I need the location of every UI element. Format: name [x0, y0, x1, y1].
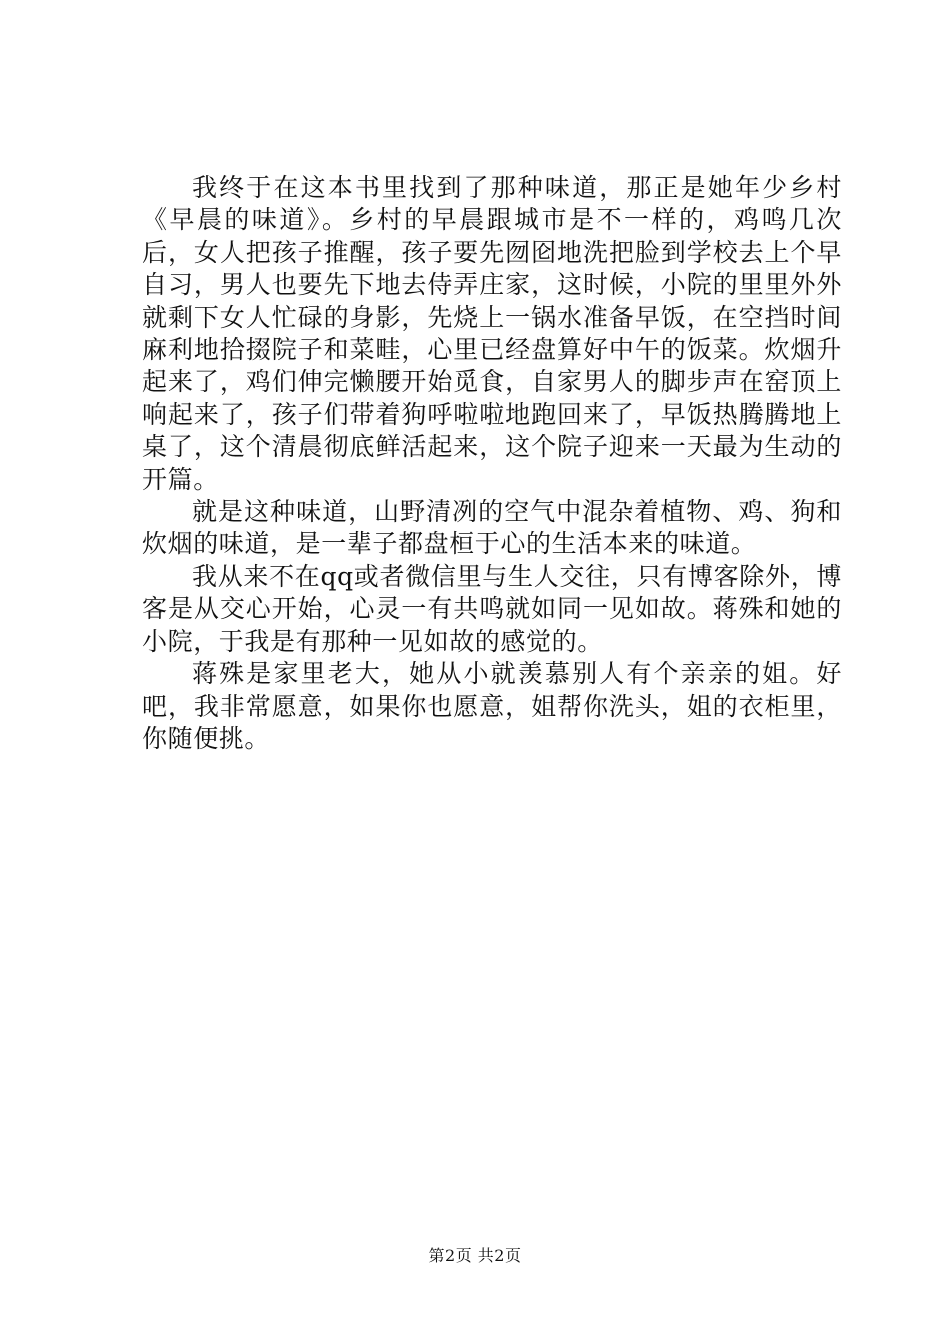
paragraph-4: 蒋殊是家里老大，她从小就羡慕别人有个亲亲的姐。好吧，我非常愿意，如果你也愿意，姐帮你洗头，姐的衣柜里，你随便挑。: [142, 659, 842, 753]
page-number-footer: 第2页 共2页: [428, 1246, 522, 1265]
paragraph-2: 就是这种味道，山野清冽的空气中混杂着植物、鸡、狗和炊烟的味道，是一辈子都盘桓于心的生活本来的味道。: [142, 497, 842, 559]
paragraph-3: 我从来不在qq或者微信里与生人交往，只有博客除外，博客是从交心开始，心灵一有共鸣就如同一见如故。蒋殊和她的小院，于我是有那种一见如故的感觉的。: [142, 561, 842, 656]
paragraph-1: 我终于在这本书里找到了那种味道，那正是她年少乡村《早晨的味道》。乡村的早晨跟城市是不一样的，鸡鸣几次后，女人把孩子推醒，孩子要先囫囵地洗把脸到学校去上个早自习，男人也要先下地去侍弄庄家，这时候，小院的里里外外就剩下女人忙碌的身影，先烧上一锅水准备早饭，在空挡时间麻利地拾掇院子和菜畦，心里已经盘算好中午的饭菜。炊烟升起来了，鸡们伸完懒腰开始觅食，自家男人的脚步声在窑顶上响起来了，孩子们带着狗呼啦啦地跑回来了，早饭热腾腾地上桌了，这个清晨彻底鲜活起来，这个院子迎来一天最为生动的开篇。: [142, 173, 842, 494]
document-body: [142, 172, 842, 755]
